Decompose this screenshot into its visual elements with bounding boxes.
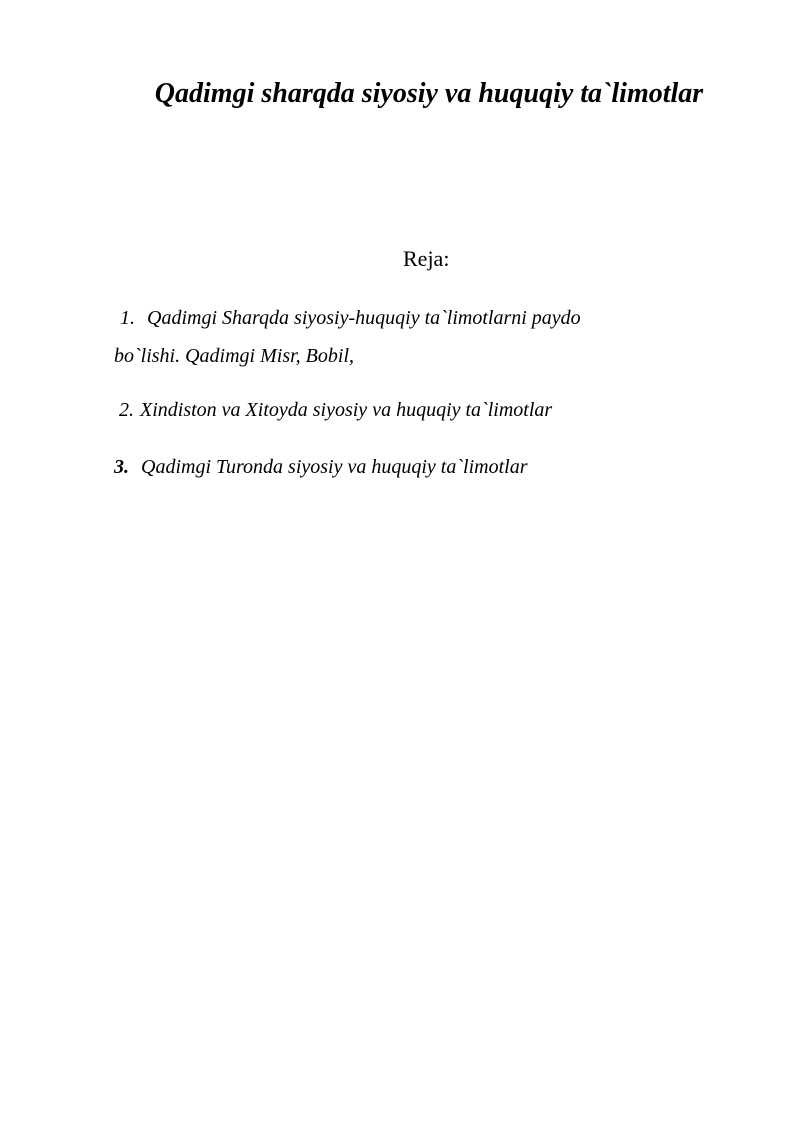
plan-item-1-number: 1.	[120, 307, 135, 329]
plan-item-3-number: 3.	[114, 456, 129, 478]
plan-item-2-text: Xindiston va Xitoyda siyosiy va huquqiy ta`limotlar	[140, 399, 553, 421]
document-title: Qadimgi sharqda siyosiy va huquqiy ta`limotlar	[154, 78, 704, 109]
plan-item-1-line-1	[120, 307, 581, 330]
plan-item-2-number: 2.	[119, 399, 134, 421]
plan-item-1-text: Qadimgi Sharqda siyosiy-huquqiy ta`limotlarni paydo	[147, 307, 581, 329]
plan-item-3	[114, 456, 527, 479]
plan-item-1-line-2: bo`lishi. Qadimgi Misr, Bobil,	[114, 345, 355, 367]
plan-item-3-text: Qadimgi Turonda siyosiy va huquqiy ta`limotlar	[141, 456, 528, 478]
plan-item-2	[119, 399, 552, 422]
plan-heading: Reja:	[403, 246, 450, 271]
